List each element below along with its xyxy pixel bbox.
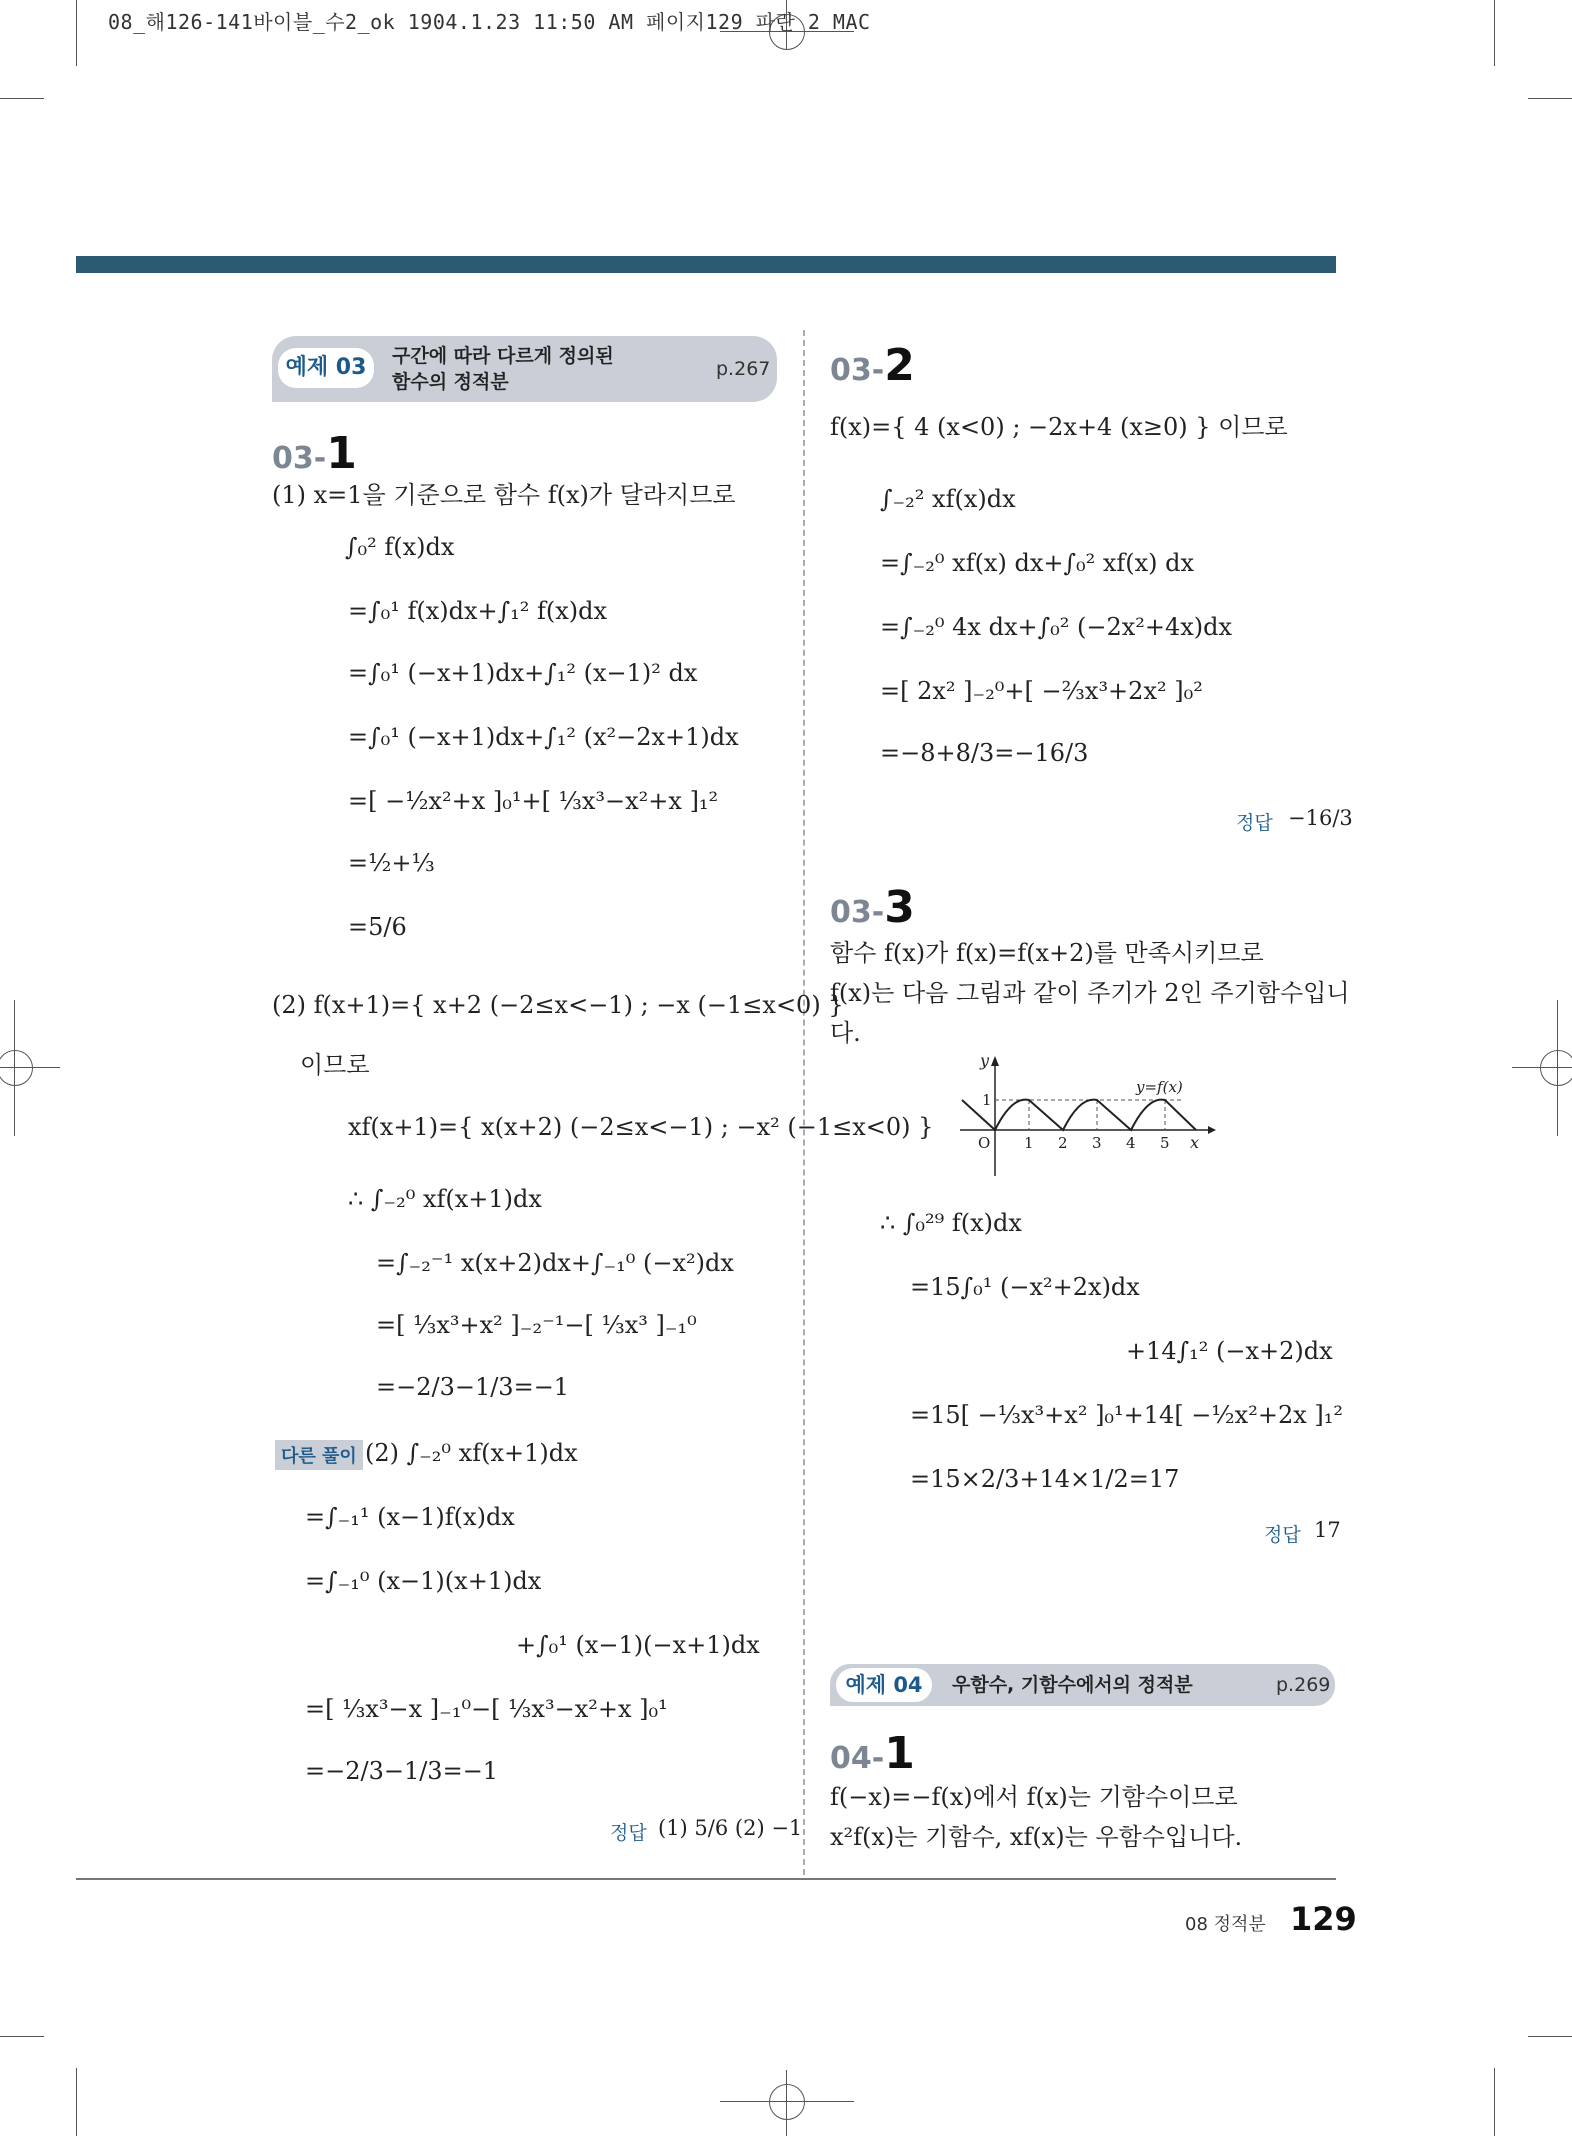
math-line: =[ 2x² ]₋₂⁰+[ −⅔x³+2x² ]₀² bbox=[880, 677, 1203, 705]
math-line: =½+⅓ bbox=[348, 849, 435, 877]
print-slug: 08_해126-141바이블_수2_ok 1904.1.23 11:50 AM 페이지129 파란 2 MAC bbox=[108, 10, 871, 34]
math-line: +14∫₁² (−x+2)dx bbox=[1126, 1337, 1333, 1365]
math-line: =∫₀¹ (−x+1)dx+∫₁² (x−1)² dx bbox=[348, 659, 698, 687]
math-line: ∫₋₂² xf(x)dx bbox=[880, 485, 1016, 513]
math-line: ∴ ∫₀²⁹ f(x)dx bbox=[880, 1209, 1022, 1237]
problem-index: 3 bbox=[884, 882, 915, 933]
page-number: 129 bbox=[1290, 1900, 1357, 1938]
math-line: =∫₋₂⁰ 4x dx+∫₀² (−2x²+4x)dx bbox=[880, 613, 1233, 641]
registration-mark bbox=[1540, 1050, 1572, 1086]
example-04-tag: 예제 04 bbox=[836, 1668, 932, 1702]
solution-line: 다. bbox=[830, 1019, 861, 1047]
answer-label: 정답 bbox=[610, 1822, 647, 1844]
math-line: =−2/3−1/3=−1 bbox=[376, 1373, 570, 1401]
math-line: =∫₋₁¹ (x−1)f(x)dx bbox=[305, 1503, 515, 1531]
example-03-banner bbox=[272, 336, 777, 402]
math-line: ∫₀² f(x)dx bbox=[345, 533, 455, 561]
crop-mark bbox=[0, 98, 44, 99]
x-tick-label: 5 bbox=[1160, 1134, 1170, 1152]
solution-line: 함수 f(x)가 f(x)=f(x+2)를 만족시키므로 bbox=[830, 939, 1264, 967]
math-line: =∫₀¹ (−x+1)dx+∫₁² (x²−2x+1)dx bbox=[348, 723, 739, 751]
solution-line: f(−x)=−f(x)에서 f(x)는 기함수이므로 bbox=[830, 1783, 1238, 1811]
math-line: =15∫₀¹ (−x²+2x)dx bbox=[910, 1273, 1140, 1301]
example-03-title-line2: 함수의 정적분 bbox=[392, 371, 509, 393]
crop-mark bbox=[1512, 1067, 1572, 1068]
header-bar bbox=[76, 256, 1336, 273]
solution-line: 이므로 bbox=[300, 1051, 370, 1079]
problem-number bbox=[830, 882, 915, 933]
solution-line: (1) x=1을 기준으로 함수 f(x)가 달라지므로 bbox=[272, 481, 736, 509]
math-line: =[ ⅓x³−x ]₋₁⁰−[ ⅓x³−x²+x ]₀¹ bbox=[305, 1695, 668, 1723]
x-axis-label: x bbox=[1190, 1133, 1200, 1152]
problem-number bbox=[272, 428, 357, 479]
problem-index: 2 bbox=[884, 340, 915, 391]
example-03-tag: 예제 03 bbox=[278, 348, 374, 388]
x-tick-label: 1 bbox=[1024, 1134, 1034, 1152]
problem-number bbox=[830, 1728, 915, 1779]
answer-label: 정답 bbox=[1236, 812, 1273, 834]
crop-mark bbox=[76, 0, 77, 66]
problem-prefix: 04- bbox=[830, 1741, 885, 1776]
curve-label: y=f(x) bbox=[1136, 1078, 1183, 1096]
problem-number bbox=[830, 340, 915, 391]
example-03-title-line1: 구간에 따라 다르게 정의된 bbox=[392, 345, 614, 367]
math-line: f(x)={ 4 (x<0) ; −2x+4 (x≥0) } 이므로 bbox=[830, 413, 1288, 441]
footer-rule bbox=[76, 1878, 1336, 1880]
y-tick-label: 1 bbox=[982, 1091, 992, 1109]
problem-prefix: 03- bbox=[272, 441, 327, 476]
y-axis-arrow bbox=[991, 1056, 999, 1066]
math-line: =15[ −⅓x³+x² ]₀¹+14[ −½x²+2x ]₁² bbox=[910, 1401, 1343, 1429]
math-line: =15×2/3+14×1/2=17 bbox=[910, 1465, 1180, 1493]
y-axis-label: y bbox=[980, 1052, 990, 1070]
periodic-function-graph bbox=[950, 1052, 1220, 1182]
crop-mark bbox=[0, 1067, 60, 1068]
math-line: =−2/3−1/3=−1 bbox=[305, 1757, 499, 1785]
example-03-page-ref: p.267 bbox=[716, 358, 771, 380]
problem-prefix: 03- bbox=[830, 353, 885, 388]
math-line: =−8+8/3=−16/3 bbox=[880, 739, 1089, 767]
math-line: =5/6 bbox=[348, 913, 407, 941]
function-curve bbox=[962, 1100, 1196, 1130]
math-line: +∫₀¹ (x−1)(−x+1)dx bbox=[516, 1631, 760, 1659]
problem-index: 1 bbox=[884, 1728, 915, 1779]
origin-label: O bbox=[978, 1134, 991, 1152]
math-line: xf(x+1)={ x(x+2) (−2≤x<−1) ; −x² (−1≤x<0) } bbox=[348, 1113, 934, 1141]
crop-mark bbox=[1494, 2068, 1495, 2136]
math-line: =[ ⅓x³+x² ]₋₂⁻¹−[ ⅓x³ ]₋₁⁰ bbox=[376, 1311, 697, 1339]
crop-mark bbox=[1528, 98, 1572, 99]
math-line: =[ −½x²+x ]₀¹+[ ⅓x³−x²+x ]₁² bbox=[348, 787, 719, 815]
math-line: ∴ ∫₋₂⁰ xf(x+1)dx bbox=[348, 1185, 542, 1213]
registration-mark bbox=[0, 1050, 33, 1086]
math-line: =∫₀¹ f(x)dx+∫₁² f(x)dx bbox=[348, 597, 608, 625]
x-tick-label: 2 bbox=[1058, 1134, 1068, 1152]
example-04-page-ref: p.269 bbox=[1276, 1674, 1331, 1696]
answer-value: 17 bbox=[1314, 1518, 1341, 1542]
solution-line: x²f(x)는 기함수, xf(x)는 우함수입니다. bbox=[830, 1823, 1243, 1851]
footer-chapter: 08 정적분 bbox=[1185, 1914, 1266, 1935]
math-line: (2) f(x+1)={ x+2 (−2≤x<−1) ; −x (−1≤x<0) } bbox=[272, 991, 844, 1019]
example-04-title: 우함수, 기함수에서의 정적분 bbox=[952, 1674, 1193, 1696]
crop-mark bbox=[76, 2068, 77, 2136]
math-line: (2) ∫₋₂⁰ xf(x+1)dx bbox=[365, 1439, 578, 1467]
problem-prefix: 03- bbox=[830, 895, 885, 930]
alternative-solution-badge: 다른 풀이 bbox=[275, 1440, 363, 1470]
x-tick-label: 3 bbox=[1092, 1134, 1102, 1152]
math-line: =∫₋₁⁰ (x−1)(x+1)dx bbox=[305, 1567, 542, 1595]
answer-label: 정답 bbox=[1264, 1524, 1301, 1546]
solution-line: f(x)는 다음 그림과 같이 주기가 2인 주기함수입니 bbox=[830, 979, 1350, 1007]
crop-mark bbox=[1528, 2036, 1572, 2037]
crop-mark bbox=[1494, 0, 1495, 66]
math-line: =∫₋₂⁰ xf(x) dx+∫₀² xf(x) dx bbox=[880, 549, 1195, 577]
answer-value: −16/3 bbox=[1288, 806, 1353, 830]
column-separator bbox=[803, 330, 805, 1875]
math-line: =∫₋₂⁻¹ x(x+2)dx+∫₋₁⁰ (−x²)dx bbox=[376, 1249, 734, 1277]
problem-index: 1 bbox=[326, 428, 357, 479]
x-tick-label: 4 bbox=[1126, 1134, 1136, 1152]
x-axis-arrow bbox=[1208, 1126, 1216, 1134]
crop-mark bbox=[720, 2101, 854, 2102]
crop-mark bbox=[0, 2036, 44, 2037]
answer-value: (1) 5/6 (2) −1 bbox=[658, 1816, 803, 1840]
registration-mark bbox=[769, 2084, 805, 2120]
example-04-banner bbox=[830, 1664, 1335, 1706]
